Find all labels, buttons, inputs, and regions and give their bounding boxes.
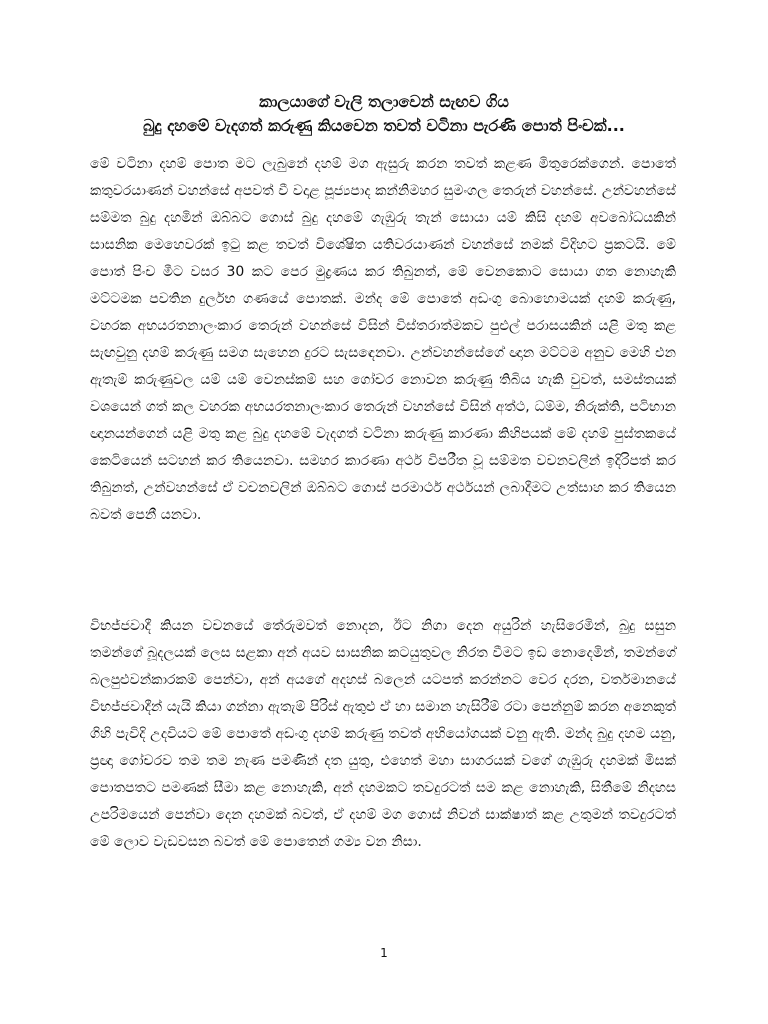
page-number: 1 — [380, 946, 388, 960]
document-title-line-1: කාලයාගේ වැලි තලාවෙන් සැඟව ගිය — [259, 92, 509, 111]
body-paragraph-1: මේ වටිනා දහම් පොත මට ලැබුනේ දහම් මග ඇසුරු කරන තවත් කළණ මිතුරෙක්ගෙන්. පොතේ කතුවරයාණන් වහන්සේ අපවත් වී වදාළ පූජ්‍යපාද කන්නිමහර සුමංගල තෙරුන් වහන්සේ. උන්වහන්සේ සම්මත බුදු දහමින් ඔබ්බට ගොස් බුදු දහමේ ගැඹුරු තැන් සොයා යම් කිසි දහම් අවබෝධයකින් සාසනික මෙහෙවරක් ඉටු කළ තවත් විශේෂිත යතිවරයාණන් වහන්සේ නමක් විදිහට ප්‍රකටයි. මේ පොත් පිංච මීට වසර 30 කට පෙර මුද්‍රණය කර තිබුනත්, මේ වෙනකොට සොයා ගත නොහැකි මට්ටමක පවතින දුර්ලභ ගණයේ පොතක්. මන්ද මේ පොතේ අඩංගු බොහොමයක් දහම් කරුණු, වහරක අභයරතනාලංකාර තෙරුන් වහන්සේ විසින් විස්තරාත්මකව පුළුල් පරාසයකින් යළි මතු කළ සැඟවුනු දහම් කරුණු සමග සැහෙන දුරට සැසඳෙනවා. උන්වහන්සේගේ ඥාන මට්ටම අනුව මෙහි එන ඇතැම් කරුණුවල යම් යම් වෙනස්කම් සහ ගෝචර නොවන කරුණු තිබිය හැකි වුවත්, සමස්තයක් වශයෙන් ගත් කල වහරක අභයරතනාලංකාර තෙරුන් වහන්සේ විසින් අත්ථ, ධම්ම, නිරුක්ති, පටිභාන ඥානයන්ගෙන් යළි මතු කළ බුදු දහමේ වැදගත් වටිනා කරුණු කාරණා කිහිපයක් මේ දහම් පුස්තකයේ කෙටියෙන් සටහන් කර තියෙනවා. සමහර කාරණා අර්ථ විපරීත වූ සම්මත වචනවලින් ඉදිරිපත් කර තිබුනත්, උන්වහන්සේ ඒ වචනවලින් ඔබ්බට ගොස් පරමාර්ථ අර්ථයන් ලබාදීමට උත්සාහ කර තියෙන බවත් පෙනී යනවා. — [90, 156, 676, 523]
document-title-line-2: බුදු දහමේ වැදගත් කරුණු කියවෙන තවත් වටිනා පැරණි පොත් පිංචක්... — [143, 116, 625, 135]
body-paragraph-2: විභජ්ජවාදී කියන වචනයේ තේරුමවත් නොදන, ඊට නිගා දෙන අයුරින් හැසිරෙමින්, බුදු සසුන තමන්ගේ බූදලයක් ලෙස සළකා අන් අයව සාසනික කටයුතුවල නිරත වීමට ඉඩ නොදෙමින්, තමන්ගේ බලපුළුවන්කාරකම් පෙන්වා, අන් අයගේ අදහස් බලෙන් යටපත් කරන්නට වෙර දරන, වර්තමානයේ විභජ්ජවාදීන් යැයි කියා ගන්නා ඇතැම් පිරිස් ඇතුළු ඒ හා සමාන හැසිරීම් රටා පෙන්නුම් කරන අනෙකුත් ගිහි පැවිදි උදවියට මේ පොතේ අඩංගු දහම් කරුණු තවත් අභියෝගයක් වනු ඇති. මන්ද බුදු දහම යනු, ප්‍රඥා ගෝචරව තම තම නැණ පමණින් දත යුතු, එහෙත් මහා සාගරයක් වගේ ගැඹුරු දහමක් මිසක් පොතපතට පමණක් සීමා කළ නොහැකි, අන් දහමකට තවදුරටත් සම කළ නොහැකි, සිතීමේ නිදහස උපරිමයෙන් පෙන්වා දෙන දහමක් බවත්, ඒ දහම් මග ගොස් නිවන් සාක්ෂාත් කළ උතුමන් තවදුරටත් මේ ලොව වැඩවසන බවත් මේ පොතෙන් ගම්‍ය වන නිසා. — [90, 618, 676, 850]
